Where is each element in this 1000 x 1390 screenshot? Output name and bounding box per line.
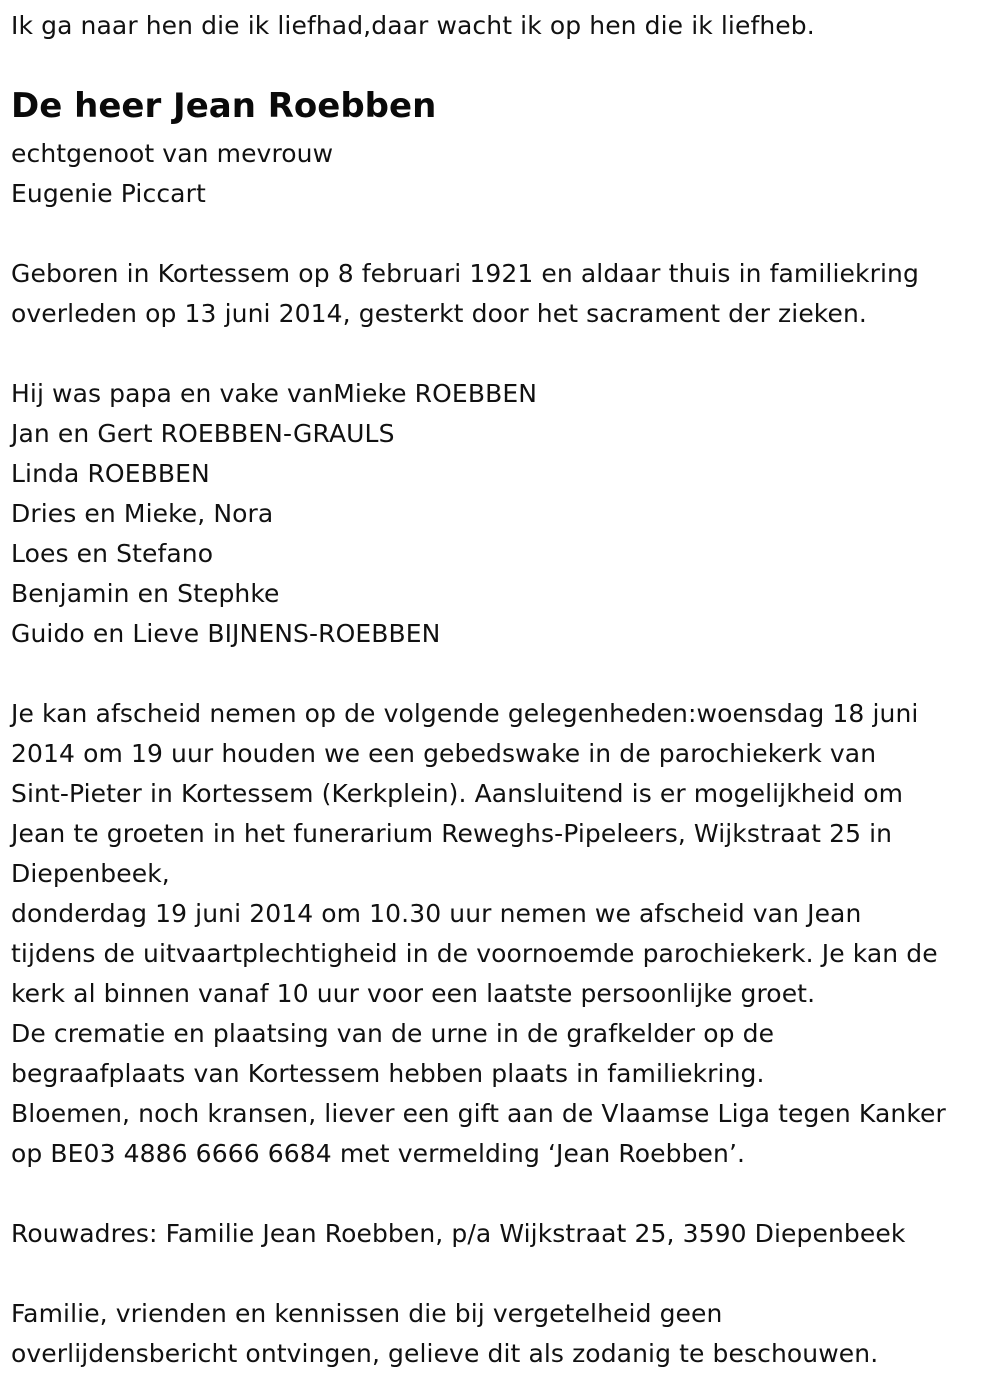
family-line: Linda ROEBBEN: [11, 459, 210, 488]
closing-line: overlijdensbericht ontvingen, gelieve dit als zodanig te beschouwen.: [11, 1339, 879, 1368]
spouse-section: [11, 134, 996, 214]
deceased-name-heading: De heer Jean Roebben: [11, 86, 437, 126]
family-line: Loes en Stefano: [11, 539, 214, 568]
farewell-line: begraafplaats van Kortessem hebben plaats in familiekring.: [11, 1059, 765, 1088]
paragraph-gap: [11, 1254, 996, 1294]
farewell-line: Je kan afscheid nemen op de volgende gelegenheden:woensdag 18 juni: [11, 699, 919, 728]
farewell-line: tijdens de uitvaartplechtigheid in de voornoemde parochiekerk. Je kan de: [11, 939, 938, 968]
farewell-line: Sint-Pieter in Kortessem (Kerkplein). Aansluitend is er mogelijkheid om: [11, 779, 904, 808]
farewell-line: Bloemen, noch kransen, liever een gift aan de Vlaamse Liga tegen Kanker: [11, 1099, 946, 1128]
mourning-address-line: Rouwadres: Familie Jean Roebben, p/a Wijkstraat 25, 3590 Diepenbeek: [11, 1219, 906, 1248]
farewell-line: op BE03 4886 6666 6684 met vermelding ‘Jean Roebben’.: [11, 1139, 746, 1168]
farewell-section: [11, 694, 996, 1174]
paragraph-gap: [11, 214, 996, 254]
birth-death-line: Geboren in Kortessem op 8 februari 1921 en aldaar thuis in familiekring: [11, 259, 919, 288]
family-section: [11, 374, 996, 654]
spouse-line: echtgenoot van mevrouw: [11, 139, 334, 168]
family-line: Jan en Gert ROEBBEN-GRAULS: [11, 419, 395, 448]
family-line: Guido en Lieve BIJNENS-ROEBBEN: [11, 619, 441, 648]
family-line: Benjamin en Stephke: [11, 579, 280, 608]
family-line: Dries en Mieke, Nora: [11, 499, 274, 528]
paragraph-gap: [11, 1174, 996, 1214]
family-line: Hij was papa en vake vanMieke ROEBBEN: [11, 379, 538, 408]
birth-death-line: overleden op 13 juni 2014, gesterkt door het sacrament der zieken.: [11, 299, 867, 328]
motto-line: Ik ga naar hen die ik liefhad,daar wacht ik op hen die ik liefheb.: [11, 11, 815, 40]
farewell-line: kerk al binnen vanaf 10 uur voor een laatste persoonlijke groet.: [11, 979, 816, 1008]
farewell-line: 2014 om 19 uur houden we een gebedswake in de parochiekerk van: [11, 739, 877, 768]
farewell-line: donderdag 19 juni 2014 om 10.30 uur nemen we afscheid van Jean: [11, 899, 862, 928]
farewell-line: Diepenbeek,: [11, 859, 170, 888]
closing-line: Familie, vrienden en kennissen die bij vergetelheid geen: [11, 1299, 723, 1328]
farewell-line: Jean te groeten in het funerarium Reweghs-Pipeleers, Wijkstraat 25 in: [11, 819, 893, 848]
spouse-line: Eugenie Piccart: [11, 179, 206, 208]
paragraph-gap: [11, 654, 996, 694]
farewell-line: De crematie en plaatsing van de urne in de grafkelder op de: [11, 1019, 775, 1048]
birth-death-section: [11, 254, 996, 334]
obituary-document: [11, 6, 996, 1374]
paragraph-gap: [11, 334, 996, 374]
closing-section: [11, 1294, 996, 1374]
